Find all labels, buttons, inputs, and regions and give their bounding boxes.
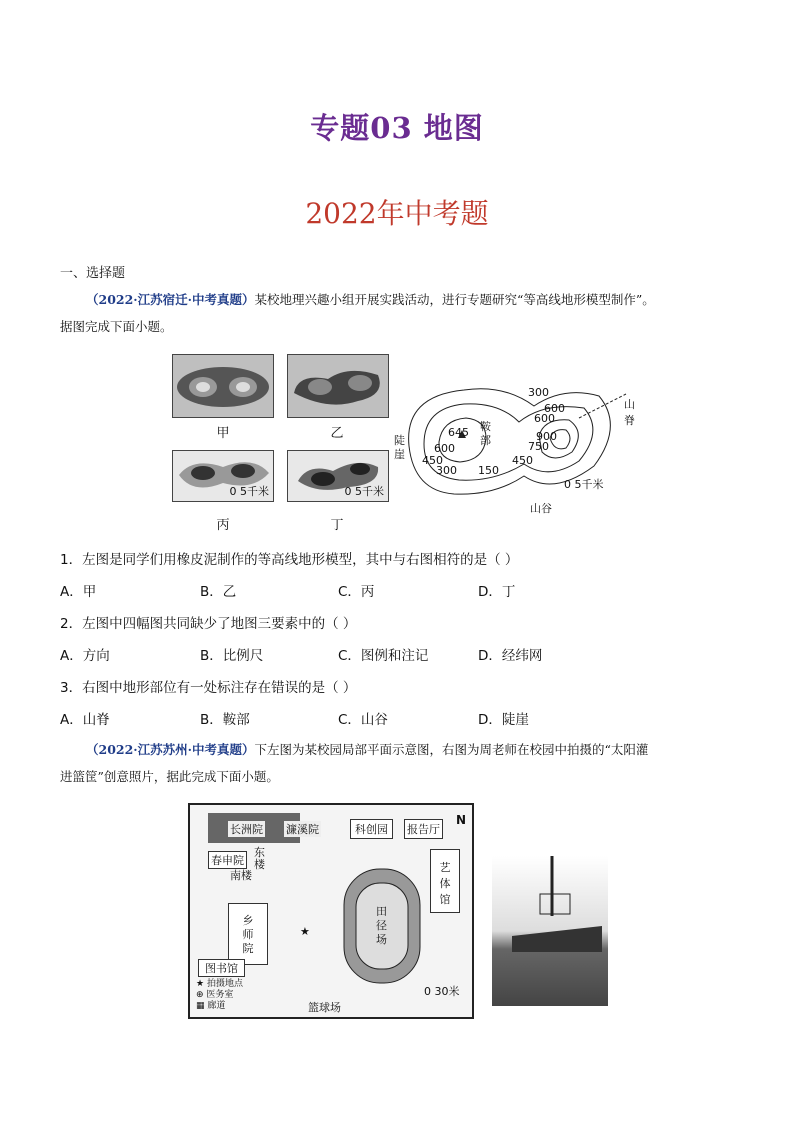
track-label: 田径场	[376, 905, 387, 946]
map-legend: ★ 拍摄地点 ⊕ 医务室 ▦ 廊道	[196, 979, 243, 1011]
building-library: 图书馆	[198, 959, 245, 977]
model-photo-bing	[172, 450, 274, 502]
model-label-bing: 丙	[216, 518, 230, 533]
north-arrow-icon: N	[456, 813, 467, 827]
building-nanlou: 南楼	[230, 869, 252, 882]
model-label-yi: 乙	[330, 426, 344, 441]
campus-map	[188, 803, 474, 1019]
question-3: 3．右图中地形部位有一处标注存在错误的是（ ）	[60, 680, 357, 696]
contour-label-600b: 600	[534, 412, 555, 425]
option-c: C．丙	[338, 584, 375, 600]
intro-paragraph-1	[60, 286, 750, 340]
page-title: 专题03 地图	[310, 111, 484, 145]
section-heading: 一、选择题	[60, 266, 126, 281]
corridor-icon: ▦	[196, 1001, 205, 1011]
building-baogaoting: 报告厅	[404, 819, 443, 839]
intro2-text: 下左图为某校园局部平面示意图，右图为周老师在校园中拍摄的“太阳灌	[254, 742, 649, 757]
option-b: B．乙	[200, 584, 237, 600]
contour-label-450: 450	[422, 454, 443, 467]
contour-label-900: 900	[536, 430, 557, 443]
building-chunshen: 春申院	[208, 851, 247, 869]
model-label-jia: 甲	[216, 426, 230, 441]
building-lianxi: 濂溪院	[286, 823, 319, 836]
building-changzhou: 长洲院	[230, 823, 263, 836]
option-d: D．丁	[478, 584, 516, 600]
contour-label-300b: 300	[528, 386, 549, 399]
building-donglou: 东楼	[254, 846, 265, 871]
photo-spot-star-icon: ★	[300, 925, 310, 938]
campus-scale: 0 30米	[424, 985, 460, 998]
option-c: C．山谷	[338, 712, 388, 728]
model-photo-jia	[172, 354, 274, 418]
contour-label-645: 645	[448, 426, 469, 439]
intro-text: 某校地理兴趣小组开展实践活动，进行专题研究“等高线地形模型制作”。	[254, 292, 655, 307]
option-a: A．方向	[60, 648, 110, 664]
source-tag-2: （2022·江苏苏州·中考真题）	[86, 742, 255, 757]
option-c: C．图例和注记	[338, 648, 429, 664]
model-photo-yi	[287, 354, 389, 418]
building-kechuang: 科创园	[350, 819, 393, 839]
contour-label-450b: 450	[512, 454, 533, 467]
question-1: 1．左图是同学们用橡皮泥制作的等高线地形模型，其中与右图相符的是（ ）	[60, 552, 519, 568]
option-d: D．经纬网	[478, 648, 543, 664]
label-valley: 山谷	[530, 502, 552, 515]
option-b: B．鞍部	[200, 712, 250, 728]
contour-label-300: 300	[436, 464, 457, 477]
model-scale: 0 5千米	[229, 485, 269, 498]
model-label-ding: 丁	[330, 518, 344, 533]
intro-text-2: 据图完成下面小题。	[60, 319, 173, 334]
source-tag: （2022·江苏宿迁·中考真题）	[86, 292, 255, 307]
star-icon: ★	[196, 979, 205, 989]
basketball-court: 篮球场	[308, 1001, 341, 1014]
building-yiti: 艺体馆	[430, 849, 460, 913]
label-cliff: 陡崖	[394, 434, 405, 461]
option-a: A．甲	[60, 584, 97, 600]
option-a: A．山脊	[60, 712, 110, 728]
contour-scale: 0 5千米	[564, 478, 604, 491]
medical-icon: ⊕	[196, 990, 204, 1000]
model-scale-2: 0 5千米	[344, 485, 384, 498]
option-b: B．比例尺	[200, 648, 264, 664]
label-saddle: 鞍部	[480, 420, 491, 447]
question-2: 2．左图中四幅图共同缺少了地图三要素中的（ ）	[60, 616, 357, 632]
figure-contour-models	[172, 354, 642, 533]
label-ridge: 山脊	[624, 398, 635, 427]
intro-paragraph-2	[60, 736, 750, 790]
contour-label-600: 600	[434, 442, 455, 455]
model-photo-ding	[287, 450, 389, 502]
basketball-photo	[492, 856, 608, 1006]
option-d: D．陡崖	[478, 712, 529, 728]
contour-label-750: 750	[528, 440, 549, 453]
page-subtitle: 2022年中考题	[305, 197, 489, 230]
contour-label-150: 150	[478, 464, 499, 477]
intro2-text-2: 进篮筐”创意照片，据此完成下面小题。	[60, 769, 279, 784]
contour-label-600c: 600	[544, 402, 565, 415]
building-xiangshi: 乡师院	[228, 903, 268, 965]
